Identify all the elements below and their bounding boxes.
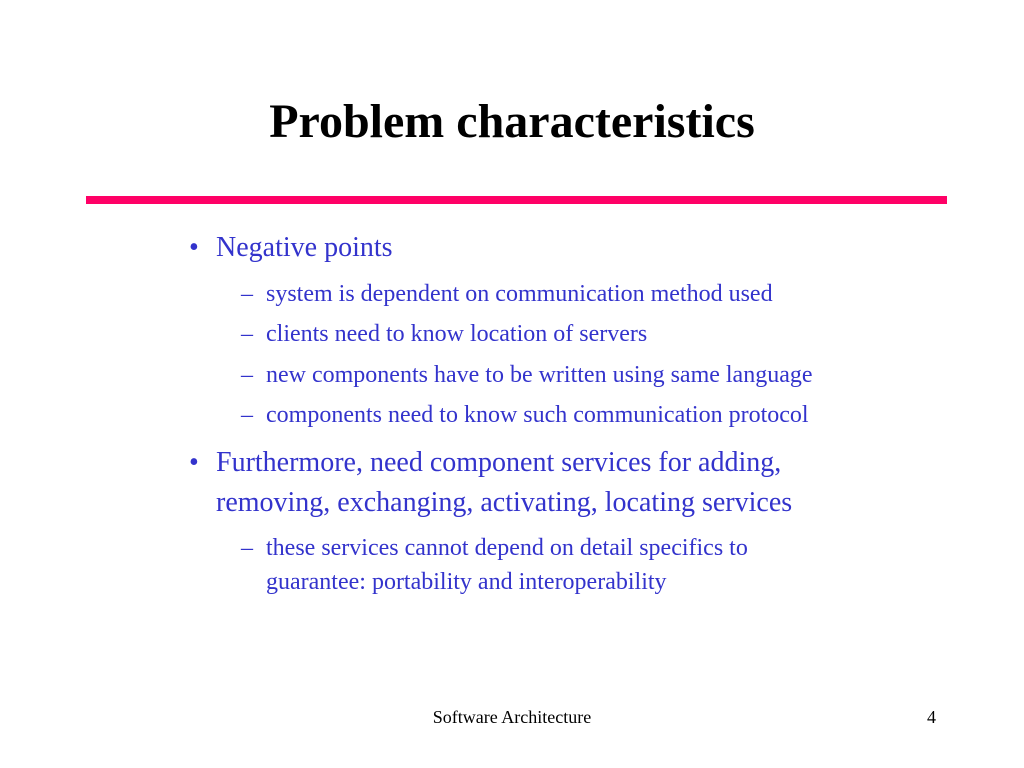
sub-bullet-text: new components have to be written using same language [266, 362, 813, 388]
bullet-text-line-2: removing, exchanging, activating, locating services [216, 487, 793, 518]
sub-bullet-text-line-1: these services cannot depend on detail specifics to [266, 535, 748, 561]
sub-bullet-text: components need to know such communication protocol [266, 402, 809, 428]
bullet-marker: • [189, 447, 199, 478]
sub-bullet-text: clients need to know location of servers [266, 321, 648, 347]
dash-marker: – [241, 535, 253, 561]
slide-title: Problem characteristics [269, 95, 755, 148]
dash-marker: – [241, 321, 253, 347]
bullet-text-line-1: Furthermore, need component services for adding, [216, 447, 782, 478]
dash-marker: – [241, 402, 253, 428]
dash-marker: – [241, 362, 253, 388]
footer-title: Software Architecture [432, 707, 592, 727]
dash-marker: – [241, 281, 253, 307]
bullet-text: Negative points [216, 232, 393, 263]
bullet-marker: • [189, 232, 199, 263]
page-number: 4 [927, 707, 936, 727]
sub-bullet-text-line-2: guarantee: portability and interoperability [266, 569, 667, 595]
sub-bullet-text: system is dependent on communication method used [266, 281, 773, 307]
